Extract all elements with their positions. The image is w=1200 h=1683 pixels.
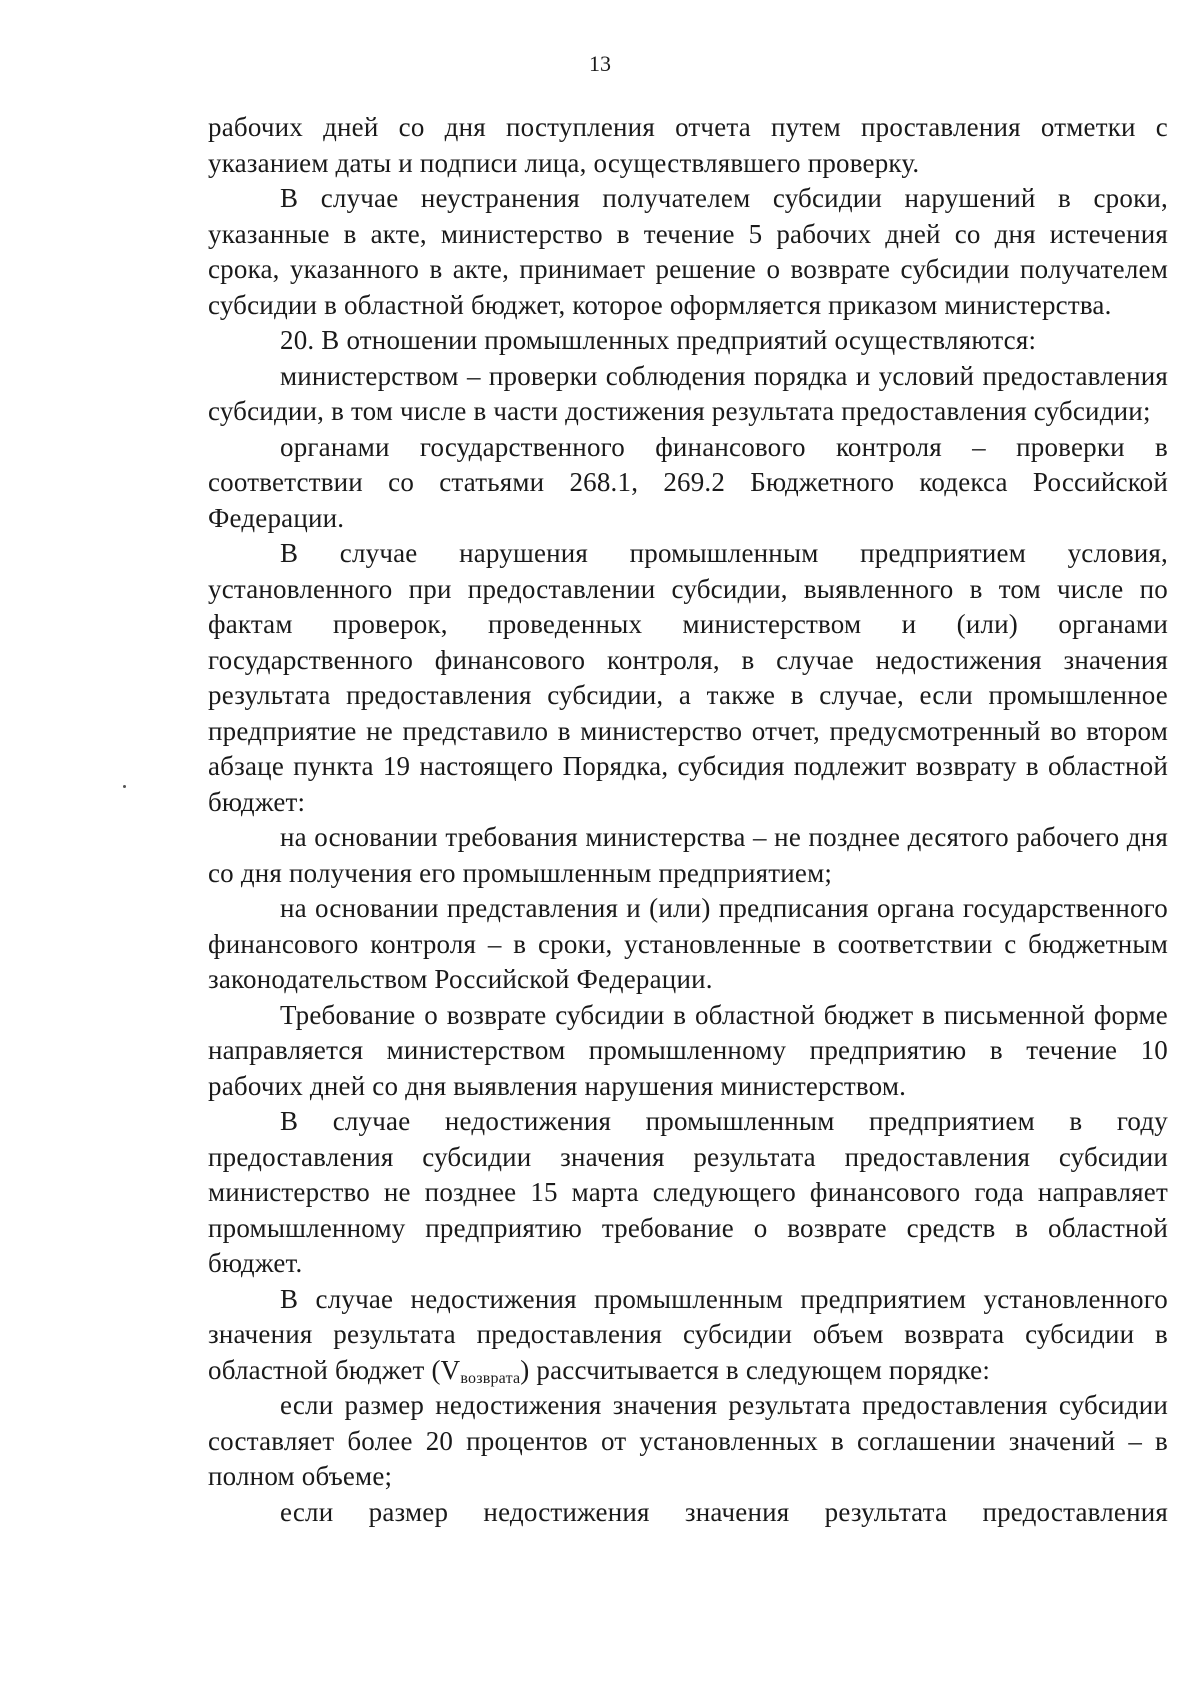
paragraph-written-requirement: Требование о возврате субсидии в областной бюджет в письменной форме направляется министерством промышленному предприятию в течение 10 рабочих дней со дня выявления нарушения министерством.: [208, 999, 1168, 1101]
scan-speck: [123, 785, 126, 788]
paragraph-unresolved-violations: В случае неустранения получателем субсидии нарушений в сроки, указанные в акте, министерство в течение 5 рабочих дней со дня истечения срока, указанного в акте, принимает решение о возврате субсидии получателем субсидии в областной бюджет, которое оформляется приказом министерства.: [208, 183, 1168, 320]
paragraph-partial-return-start: если размер недостижения значения результата предоставления: [280, 1496, 1168, 1527]
return-volume-text-after: ) рассчитывается в следующем порядке:: [520, 1354, 991, 1385]
paragraph-ministry-checks: министерством – проверки соблюдения порядка и условий предоставления субсидии, в том числе в части достижения результата предоставления субсидии;: [208, 360, 1168, 426]
document-body: [208, 110, 1168, 1530]
paragraph-financial-control-checks: органами государственного финансового контроля – проверки в соответствии со статьями 268.1, 269.2 Бюджетного кодекса Российской Федерации.: [208, 431, 1168, 533]
paragraph-violation-return: В случае нарушения промышленным предприятием условия, установленного при предоставлении субсидии, выявленного в том числе по фактам проверок, проведенных министерством и (или) органами государственного финансового контроля, в случае недостижения значения результата предоставления субсидии, а также в случае, если промышленное предприятие не представило в министерство отчет, предусмотренный во втором абзаце пункта 19 настоящего Порядка, субсидия подлежит возврату в областной бюджет:: [208, 538, 1168, 817]
return-volume-text-before: В случае недостижения промышленным предприятием установленного значения результата предоставления субсидии объем возврата субсидии в областной бюджет (V: [208, 1283, 1168, 1385]
return-volume-subscript: возврата: [460, 1369, 521, 1387]
paragraph-full-return: если размер недостижения значения результата предоставления субсидии составляет более 20 процентов от установленных в соглашении значений – в полном объеме;: [208, 1390, 1168, 1491]
paragraph-return-volume: [208, 1282, 1168, 1389]
paragraph-non-achievement-year: В случае недостижения промышленным предприятием в году предоставления субсидии значения результата предоставления субсидии министерство не позднее 15 марта следующего финансового года направляет промышленному предприятию требование о возврате средств в областной бюджет.: [208, 1106, 1168, 1278]
paragraph-ministry-requirement: на основании требования министерства – не позднее десятого рабочего дня со дня получения его промышленным предприятием;: [208, 822, 1168, 888]
paragraph-item-20: 20. В отношении промышленных предприятий осуществляются:: [280, 325, 1037, 355]
page-number: 13: [589, 51, 611, 76]
paragraph-continuation: рабочих дней со дня поступления отчета путем проставления отметки с указанием даты и подписи лица, осуществлявшего проверку.: [208, 112, 1168, 178]
paragraph-control-order: на основании представления и (или) предписания органа государственного финансового контроля – в сроки, установленные в соответствии с бюджетным законодательством Российской Федерации.: [208, 893, 1168, 994]
